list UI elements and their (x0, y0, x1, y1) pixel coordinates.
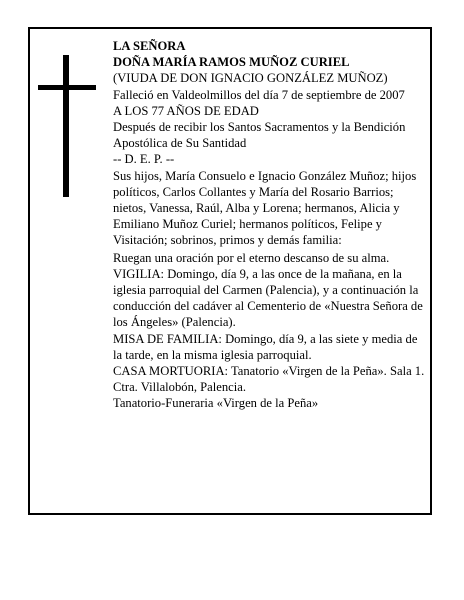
family-mass: MISA DE FAMILIA: Domingo, día 9, a las siete y media de la tarde, en la misma iglesia parroquial. (113, 331, 418, 362)
cross-vertical-bar (63, 55, 69, 197)
age: A LOS 77 AÑOS DE EDAD (113, 103, 259, 118)
title-line: LA SEÑORA (113, 39, 186, 53)
death-info: Falleció en Valdeolmillos del día 7 de septiembre de 2007 (113, 87, 405, 102)
vigil: VIGILIA: Domingo, día 9, a las once de la mañana, en la iglesia parroquial del Carmen (Palencia), y a continuación la conducción del cadáver al Cementerio de «Nuestra Señora de los Ángeles» (Palencia). (113, 266, 423, 330)
dep: -- D. E. P. -- (113, 152, 175, 167)
obituary-text (113, 38, 425, 412)
funeral-home: CASA MORTUORIA: Tanatorio «Virgen de la Peña». Sala 1. Ctra. Villalobón, Palencia. (113, 364, 425, 395)
signature: Tanatorio-Funeraria «Virgen de la Peña» (113, 396, 319, 411)
deceased-name: DOÑA MARÍA RAMOS MUÑOZ CURIEL (113, 55, 350, 70)
widow-of: (VIUDA DE DON IGNACIO GONZÁLEZ MUÑOZ) (113, 71, 388, 86)
cross-horizontal-bar (38, 85, 96, 90)
cross-icon (38, 55, 96, 197)
prayer: Ruegan una oración por el eterno descanso de su alma. (113, 250, 390, 265)
family-list: Sus hijos, María Consuelo e Ignacio González Muñoz; hijos políticos, Carlos Collantes y María del Rosario Barrios; nietos, Vanessa, Raúl, Alba y Lorena; hermanos, Alicia y Emiliano Muñoz Curiel; hermanos políticos, Felipe y Visitación; sobrinos, primos y demás familia: (113, 168, 417, 248)
sacraments: Después de recibir los Santos Sacramentos y la Bendición Apostólica de Su Santidad (113, 120, 406, 151)
